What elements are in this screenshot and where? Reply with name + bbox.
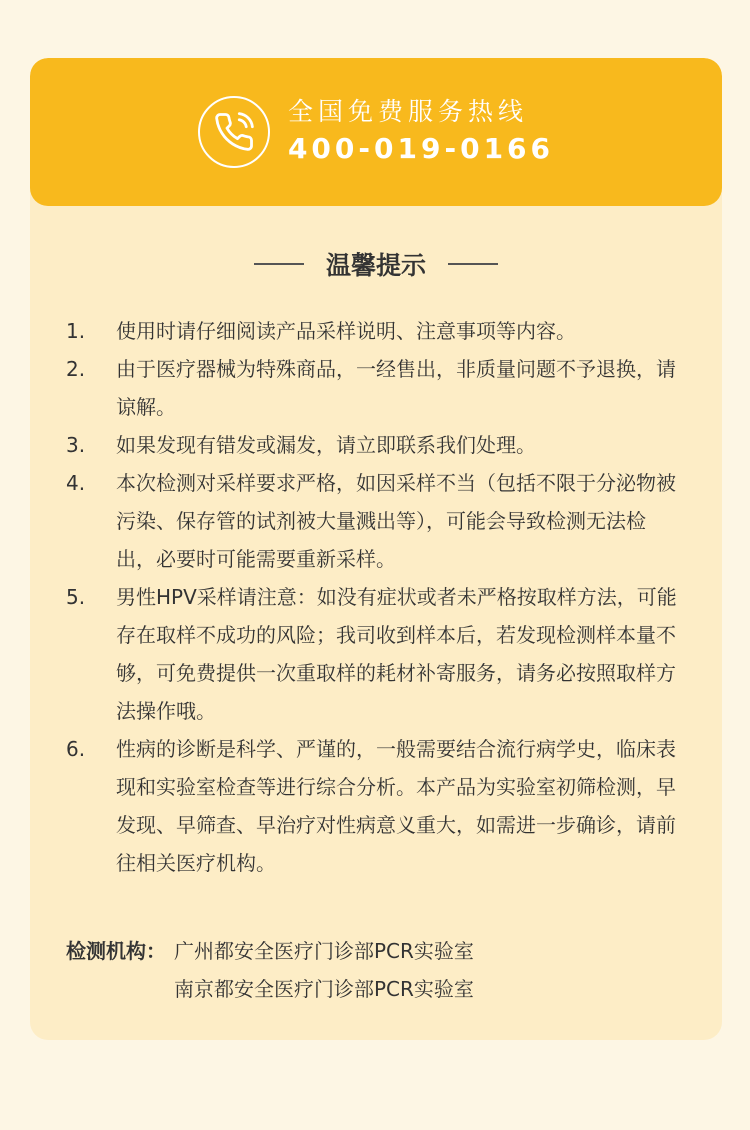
institution-list: [174, 932, 474, 1008]
phone-icon: [198, 96, 270, 168]
tip-number: 5.: [66, 585, 86, 609]
institution-label: 检测机构：: [66, 939, 166, 963]
tip-text: 使用时请仔细阅读产品采样说明、注意事项等内容。: [116, 319, 576, 343]
tip-text: 男性HPV采样请注意：如没有症状或者未严格按取样方法，可能存在取样不成功的风险；我司收到样本后，若发现检测样本量不够，可免费提供一次重取样的耗材补寄服务，请务必按照取样方法操作哦。: [116, 585, 677, 723]
tip-text: 本次检测对采样要求严格，如因采样不当（包括不限于分泌物被污染、保存管的试剂被大量溅出等），可能会导致检测无法检出，必要时可能需要重新采样。: [116, 471, 676, 571]
tip-text: 由于医疗器械为特殊商品，一经售出，非质量问题不予退换，请谅解。: [116, 357, 676, 419]
tip-item: [66, 426, 682, 464]
hotline-number[interactable]: 400-019-0166: [287, 132, 555, 165]
tip-text: 性病的诊断是科学、严谨的，一般需要结合流行病学史，临床表现和实验室检查等进行综合分析。本产品为实验室初筛检测，早发现、早筛查、早治疗对性病意义重大，如需进一步确诊，请前往相关医疗机构。: [116, 737, 676, 875]
institution-name: 广州都安全医疗门诊部PCR实验室: [174, 939, 474, 963]
tip-item: [66, 350, 682, 426]
info-card: [30, 58, 722, 1040]
heading-divider-left: [254, 263, 304, 265]
tips-title: 温馨提示: [325, 251, 426, 280]
institution-block: [66, 932, 722, 1008]
tip-item: [66, 312, 682, 350]
tip-number: 2.: [66, 357, 86, 381]
tip-number: 6.: [66, 737, 86, 761]
tips-list: [66, 312, 682, 882]
tip-text: 如果发现有错发或漏发，请立即联系我们处理。: [116, 433, 536, 457]
tip-item: [66, 730, 682, 882]
tip-number: 1.: [66, 319, 86, 343]
tip-item: [66, 578, 682, 730]
hotline-banner: [30, 58, 722, 206]
tip-number: 3.: [66, 433, 86, 457]
hotline-label: 全国免费服务热线: [287, 97, 528, 126]
heading-divider-right: [448, 263, 498, 265]
tip-item: [66, 464, 682, 578]
institution-name: 南京都安全医疗门诊部PCR实验室: [174, 977, 474, 1001]
tips-heading: [30, 246, 722, 282]
tip-number: 4.: [66, 471, 86, 495]
